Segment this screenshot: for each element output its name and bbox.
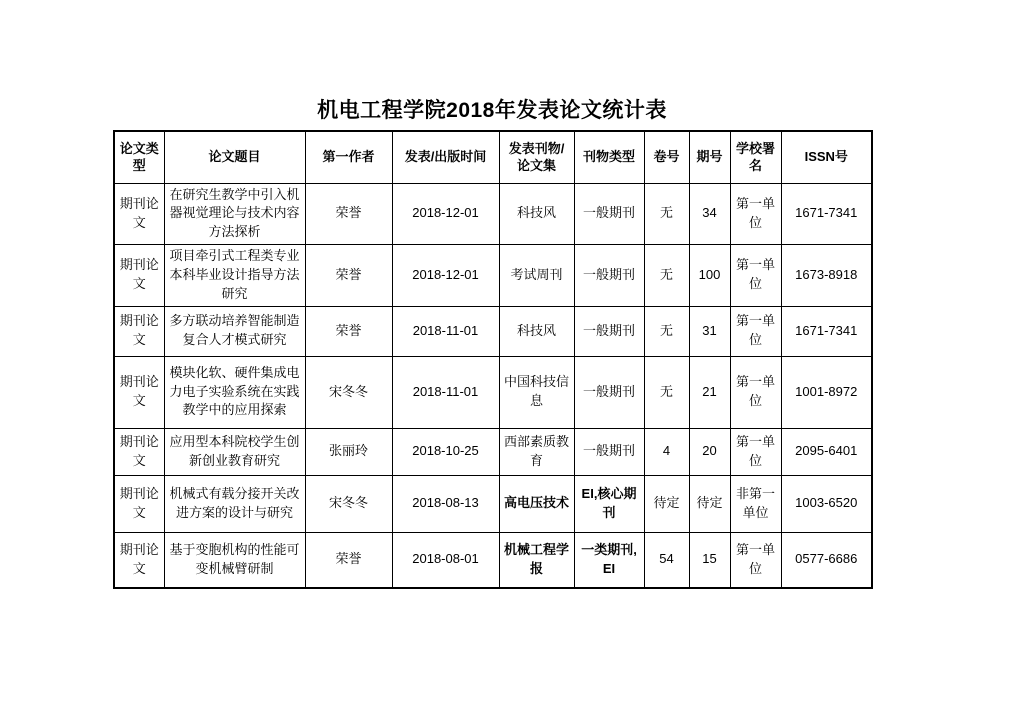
papers-table	[113, 130, 873, 589]
cell-issue: 15	[689, 532, 730, 588]
header-paper-type: 论文类型	[114, 131, 164, 183]
table-row	[114, 306, 872, 356]
cell-issn: 1671-7341	[781, 306, 872, 356]
cell-paper-type: 期刊论文	[114, 245, 164, 307]
cell-affiliation: 第一单位	[730, 356, 781, 428]
header-publish-date: 发表/出版时间	[392, 131, 499, 183]
cell-paper-title: 模块化软、硬件集成电力电子实验系统在实践教学中的应用探索	[164, 356, 305, 428]
cell-journal-type: EI,核心期刊	[574, 475, 644, 532]
header-journal: 发表刊物/论文集	[499, 131, 574, 183]
cell-publish-date: 2018-12-01	[392, 245, 499, 307]
cell-journal: 西部素质教育	[499, 428, 574, 475]
cell-paper-type: 期刊论文	[114, 183, 164, 245]
cell-issn: 1001-8972	[781, 356, 872, 428]
cell-journal-type: 一般期刊	[574, 183, 644, 245]
cell-journal: 考试周刊	[499, 245, 574, 307]
cell-paper-type: 期刊论文	[114, 532, 164, 588]
cell-volume: 无	[644, 183, 689, 245]
cell-paper-title: 多方联动培养智能制造复合人才模式研究	[164, 306, 305, 356]
cell-issn: 1673-8918	[781, 245, 872, 307]
cell-issue: 31	[689, 306, 730, 356]
cell-volume: 无	[644, 306, 689, 356]
cell-paper-type: 期刊论文	[114, 306, 164, 356]
cell-first-author: 荣誉	[305, 532, 392, 588]
cell-issue: 待定	[689, 475, 730, 532]
cell-affiliation: 第一单位	[730, 428, 781, 475]
header-issue: 期号	[689, 131, 730, 183]
cell-issn: 1003-6520	[781, 475, 872, 532]
cell-paper-title: 应用型本科院校学生创新创业教育研究	[164, 428, 305, 475]
header-volume: 卷号	[644, 131, 689, 183]
cell-first-author: 宋冬冬	[305, 475, 392, 532]
cell-publish-date: 2018-11-01	[392, 306, 499, 356]
cell-issue: 100	[689, 245, 730, 307]
cell-journal-type: 一般期刊	[574, 428, 644, 475]
cell-journal: 科技风	[499, 183, 574, 245]
cell-publish-date: 2018-08-13	[392, 475, 499, 532]
header-first-author: 第一作者	[305, 131, 392, 183]
table-row	[114, 532, 872, 588]
table-body	[114, 183, 872, 588]
table-row	[114, 356, 872, 428]
cell-issue: 21	[689, 356, 730, 428]
cell-volume: 4	[644, 428, 689, 475]
cell-journal: 高电压技术	[499, 475, 574, 532]
cell-first-author: 荣誉	[305, 183, 392, 245]
cell-publish-date: 2018-10-25	[392, 428, 499, 475]
cell-journal-type: 一类期刊,EI	[574, 532, 644, 588]
cell-paper-title: 项目牵引式工程类专业本科毕业设计指导方法研究	[164, 245, 305, 307]
cell-affiliation: 第一单位	[730, 183, 781, 245]
cell-paper-type: 期刊论文	[114, 356, 164, 428]
cell-publish-date: 2018-11-01	[392, 356, 499, 428]
cell-journal-type: 一般期刊	[574, 356, 644, 428]
cell-first-author: 荣誉	[305, 306, 392, 356]
table-row	[114, 183, 872, 245]
header-journal-type: 刊物类型	[574, 131, 644, 183]
cell-affiliation: 第一单位	[730, 306, 781, 356]
cell-first-author: 宋冬冬	[305, 356, 392, 428]
cell-volume: 无	[644, 245, 689, 307]
cell-first-author: 张丽玲	[305, 428, 392, 475]
cell-journal-type: 一般期刊	[574, 306, 644, 356]
table-row	[114, 245, 872, 307]
cell-paper-title: 机械式有载分接开关改进方案的设计与研究	[164, 475, 305, 532]
cell-journal: 中国科技信息	[499, 356, 574, 428]
cell-journal: 科技风	[499, 306, 574, 356]
page-title: 机电工程学院2018年发表论文统计表	[317, 99, 667, 122]
cell-affiliation: 非第一单位	[730, 475, 781, 532]
table-row	[114, 475, 872, 532]
cell-issn: 2095-6401	[781, 428, 872, 475]
cell-publish-date: 2018-12-01	[392, 183, 499, 245]
header-issn: ISSN号	[781, 131, 872, 183]
cell-issn: 1671-7341	[781, 183, 872, 245]
cell-paper-title: 在研究生教学中引入机器视觉理论与技术内容方法探析	[164, 183, 305, 245]
cell-issn: 0577-6686	[781, 532, 872, 588]
header-paper-title: 论文题目	[164, 131, 305, 183]
table-header	[114, 131, 872, 183]
cell-publish-date: 2018-08-01	[392, 532, 499, 588]
cell-affiliation: 第一单位	[730, 532, 781, 588]
cell-journal-type: 一般期刊	[574, 245, 644, 307]
cell-journal: 机械工程学报	[499, 532, 574, 588]
cell-paper-type: 期刊论文	[114, 428, 164, 475]
cell-volume: 54	[644, 532, 689, 588]
cell-affiliation: 第一单位	[730, 245, 781, 307]
cell-volume: 无	[644, 356, 689, 428]
cell-issue: 20	[689, 428, 730, 475]
table-row	[114, 428, 872, 475]
cell-paper-type: 期刊论文	[114, 475, 164, 532]
header-affiliation: 学校署名	[730, 131, 781, 183]
cell-issue: 34	[689, 183, 730, 245]
cell-volume: 待定	[644, 475, 689, 532]
header-row	[114, 131, 872, 183]
cell-paper-title: 基于变胞机构的性能可变机械臂研制	[164, 532, 305, 588]
cell-first-author: 荣誉	[305, 245, 392, 307]
